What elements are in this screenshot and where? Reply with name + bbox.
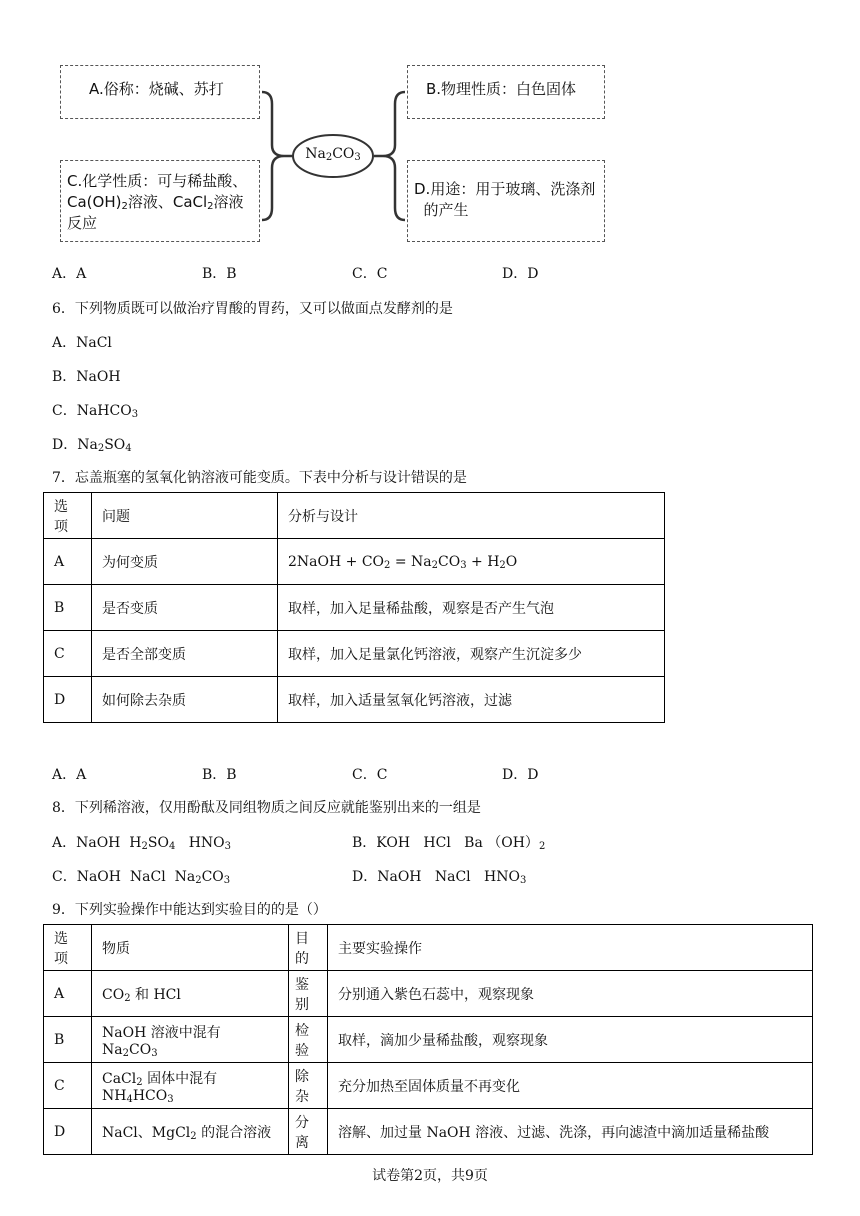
table-row — [44, 539, 665, 585]
q7-option: A．A — [52, 767, 87, 783]
diagram-connectors — [0, 0, 860, 260]
q8-option-c: C．NaOH NaCl $Na_2CO_3$ — [52, 869, 231, 886]
table-row — [44, 1017, 813, 1063]
box-c-text: C.化学性质：可与稀盐酸、 $Ca(OH)_2$溶液、CaCl$_2$溶液 反应 — [67, 172, 248, 232]
table-row — [44, 677, 665, 723]
q8-option-b: B．KOH HCl Ba $(OH)_2$ — [352, 835, 546, 852]
table-cell: 取样，加入足量氯化钙溶液，观察产生沉淀多少 — [278, 631, 665, 677]
table-cell: B — [44, 585, 92, 631]
table-cell: 是否变质 — [92, 585, 278, 631]
q7-option: C．C — [352, 767, 388, 783]
table-row — [44, 585, 665, 631]
table-row — [44, 971, 813, 1017]
table-header-row — [44, 493, 665, 539]
table-cell: B — [44, 1017, 92, 1063]
q5-option: C．C — [352, 266, 388, 282]
q7-stem: 7．忘盖瓶塞的氢氧化钠溶液可能变质。下表中分析与设计错误的是 — [52, 470, 467, 486]
table-cell: C — [44, 1063, 92, 1109]
table-cell: D — [44, 677, 92, 723]
q5-option: A．A — [52, 266, 87, 282]
q5-option: D．D — [502, 266, 539, 282]
table-cell: 充分加热至固体质量不再变化 — [328, 1063, 813, 1109]
table-cell: 如何除去杂质 — [92, 677, 278, 723]
table-cell: 取样，加入适量氢氧化钙溶液，过滤 — [278, 677, 665, 723]
table-cell: NaOH 溶液中混有 $Na_2CO_3$ — [92, 1017, 289, 1063]
header-cell: 目的 — [289, 925, 328, 971]
table-cell: 分别通入紫色石蕊中，观察现象 — [328, 971, 813, 1017]
table-cell: CaCl$_2$ 固体中混有 $NH_4HCO_3$ — [92, 1063, 289, 1109]
q9-table — [43, 924, 813, 1155]
header-cell: 物质 — [92, 925, 289, 971]
header-cell: 选项 — [44, 493, 92, 539]
header-cell: 问题 — [92, 493, 278, 539]
table-cell: $CO_2$ 和 HCl — [92, 971, 289, 1017]
table-row — [44, 1063, 813, 1109]
q6-option-a: A．NaCl — [52, 335, 112, 351]
q6-option-c: C．NaHCO$_3$ — [52, 403, 139, 420]
table-cell: 分离 — [289, 1109, 328, 1155]
q7-table — [43, 492, 665, 723]
q6-option-d: D．$Na_2SO_4$ — [52, 437, 132, 454]
table-row — [44, 1109, 813, 1155]
table-cell: 取样，滴加少量稀盐酸，观察现象 — [328, 1017, 813, 1063]
q8-option-a: A．NaOH $H_2SO_4$ $HNO_3$ — [52, 835, 232, 852]
table-cell: 鉴别 — [289, 971, 328, 1017]
table-cell: A — [44, 539, 92, 585]
box-b-text: B.物理性质：白色固体 — [426, 80, 577, 98]
header-cell: 主要实验操作 — [328, 925, 813, 971]
header-cell: 选项 — [44, 925, 92, 971]
table-cell: 为何变质 — [92, 539, 278, 585]
q9-stem: 9．下列实验操作中能达到实验目的的是（） — [52, 902, 327, 918]
table-cell: 溶解、加过量 NaOH 溶液、过滤、洗涤，再向滤渣中滴加适量稀盐酸 — [328, 1109, 813, 1155]
q5-option: B．B — [202, 266, 237, 282]
q6-option-b: B．NaOH — [52, 369, 121, 385]
page-footer: 试卷第2页，共9页 — [372, 1168, 488, 1184]
q7-options — [52, 764, 652, 784]
table-cell: 是否全部变质 — [92, 631, 278, 677]
table-cell: A — [44, 971, 92, 1017]
q8-option-d: D．NaOH NaCl $HNO_3$ — [352, 869, 527, 886]
q6-stem: 6．下列物质既可以做治疗胃酸的胃药，又可以做面点发酵剂的是 — [52, 301, 453, 317]
box-a-text: A.俗称：烧碱、苏打 — [89, 80, 224, 98]
header-cell: 分析与设计 — [278, 493, 665, 539]
table-cell: C — [44, 631, 92, 677]
q7-option: B．B — [202, 767, 237, 783]
q5-options — [52, 263, 652, 283]
table-cell: D — [44, 1109, 92, 1155]
table-cell: 取样，加入足量稀盐酸，观察是否产生气泡 — [278, 585, 665, 631]
table-header-row — [44, 925, 813, 971]
table-cell: NaCl、MgCl$_2$ 的混合溶液 — [92, 1109, 289, 1155]
table-row — [44, 631, 665, 677]
box-d-text: D.用途：用于玻璃、洗涤剂 的产生 — [414, 180, 596, 219]
table-cell: 检验 — [289, 1017, 328, 1063]
center-formula: $Na_2CO_3$ — [305, 146, 361, 163]
table-cell: 除杂 — [289, 1063, 328, 1109]
q7-option: D．D — [502, 767, 539, 783]
q8-stem: 8．下列稀溶液，仅用酚酞及同组物质之间反应就能鉴别出来的一组是 — [52, 800, 481, 816]
table-cell: 2NaOH + $CO_2 = Na_2CO_3 + H_2O$ — [278, 539, 665, 585]
